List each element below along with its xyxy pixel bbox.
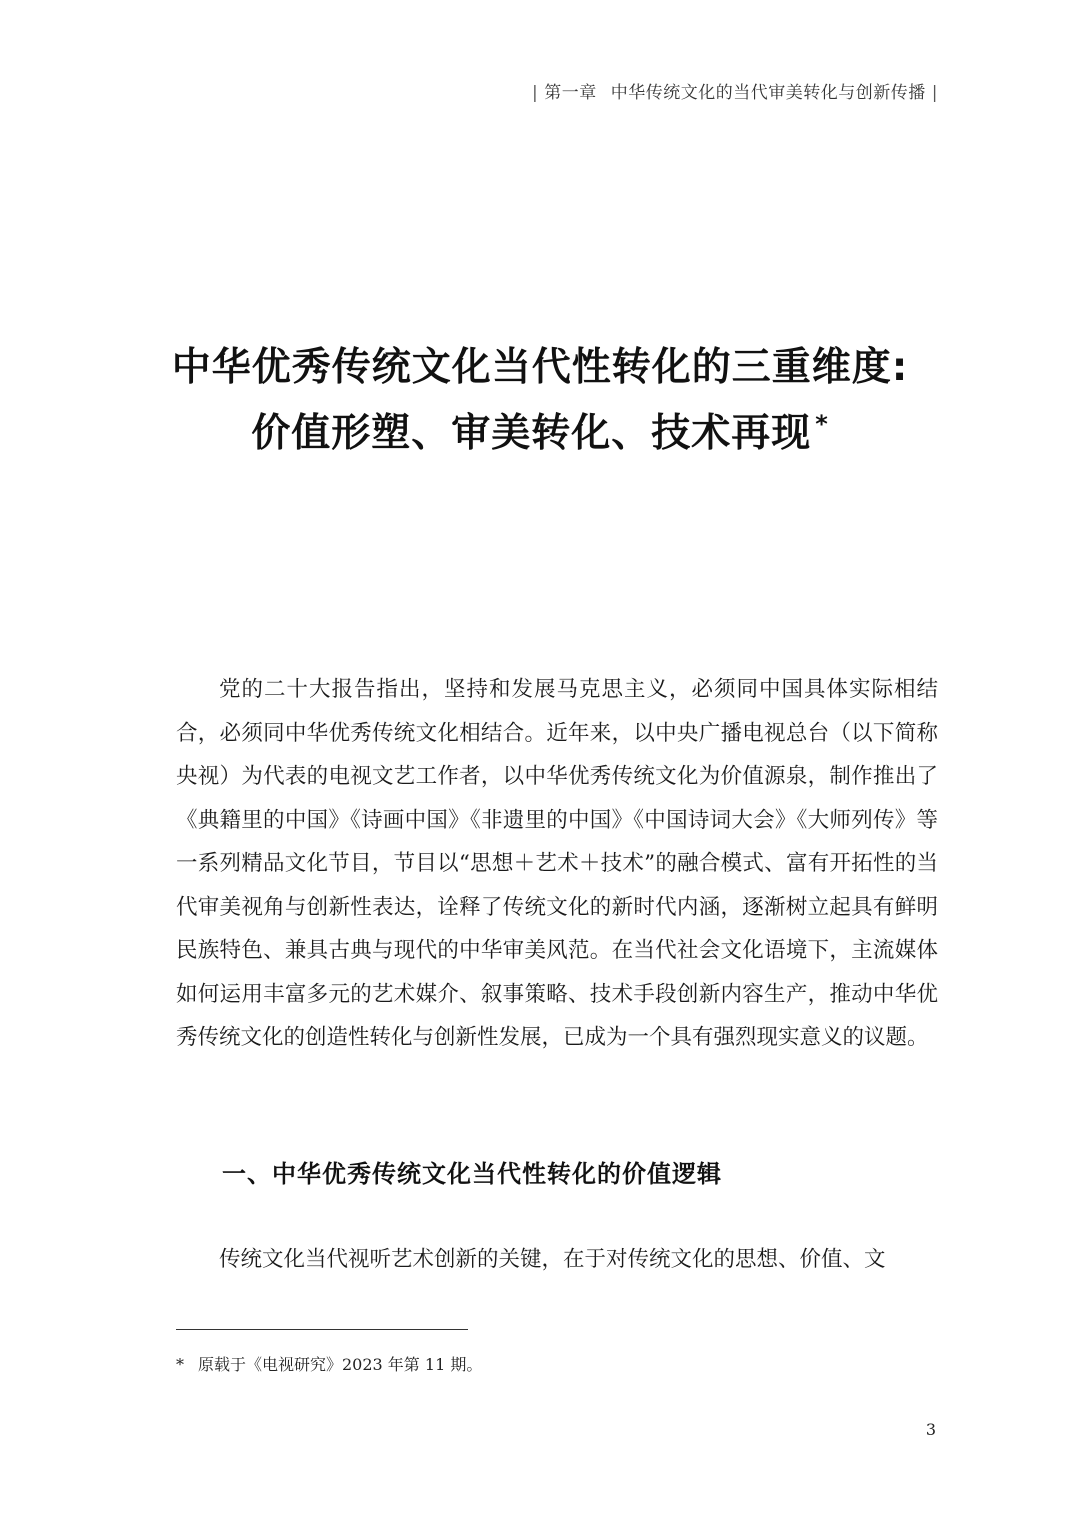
section-heading: 一、中华优秀传统文化当代性转化的价值逻辑: [222, 1160, 722, 1188]
title-line-2-text: 价值形塑、审美转化、技术再现: [251, 411, 812, 456]
title-line-2: [140, 396, 940, 462]
article-title: [140, 340, 940, 462]
title-line-1: 中华优秀传统文化当代性转化的三重维度:: [171, 345, 909, 390]
intro-paragraph: [176, 668, 938, 1060]
footnote-text: 原载于《电视研究》2023 年第 11 期。: [198, 1355, 483, 1374]
title-footnote-mark: *: [815, 410, 829, 438]
paragraph-2: 传统文化当代视听艺术创新的关键，在于对传统文化的思想、价值、文: [219, 1247, 886, 1272]
paragraph-1: 党的二十大报告指出，坚持和发展马克思主义，必须同中国具体实际相结合，必须同中华优秀传统文化相结合。近年来，以中央广播电视总台（以下简称央视）为代表的电视文艺工作者，以中华优秀传统文化为价值源泉，制作推出了《典籍里的中国》《诗画中国》《非遗里的中国》《中国诗词大会》《大师列传》等一系列精品文化节目，节目以“思想＋艺术＋技术”的融合模式、富有开拓性的当代审美视角与创新性表达，诠释了传统文化的新时代内涵，逐渐树立起具有鲜明民族特色、兼具古典与现代的中华审美风范。在当代社会文化语境下，主流媒体如何运用丰富多元的艺术媒介、叙事策略、技术手段创新内容生产，推动中华优秀传统文化的创造性转化与创新性发展，已成为一个具有强烈现实意义的议题。: [176, 677, 938, 1050]
footnote: [176, 1352, 482, 1375]
footnote-mark: *: [176, 1355, 184, 1374]
header-divider-left: |: [532, 83, 539, 103]
page-number: 3: [925, 1420, 936, 1439]
header-chapter-label: 第一章: [544, 83, 597, 103]
footnote-divider: [176, 1329, 468, 1330]
section-paragraph: [176, 1238, 938, 1282]
header-divider-right: |: [931, 83, 938, 103]
header-chapter-title: 中华传统文化的当代审美转化与创新传播: [610, 83, 926, 103]
running-header: [526, 78, 944, 103]
